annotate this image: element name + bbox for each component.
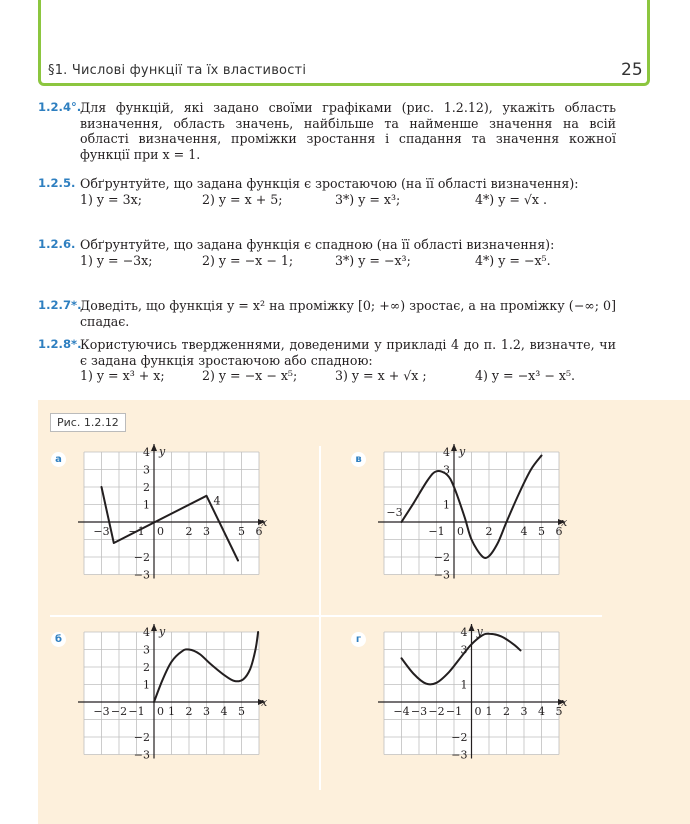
y-tick-label: −2 [133, 731, 150, 744]
option: 1) y = 3x; [80, 191, 142, 207]
chart-panel-g [376, 626, 566, 786]
chart-panel-v [376, 446, 566, 606]
option: 1) y = x³ + x; [80, 368, 165, 383]
y-tick-label: −2 [451, 731, 468, 744]
x-tick-label: 1 [168, 705, 175, 718]
section-title: §1. Числові функції та їх властивості [48, 63, 307, 78]
y-axis-arrow [469, 624, 475, 631]
panel-letter-a: а [51, 452, 66, 467]
option: 3) y = x + √x ; [335, 368, 427, 383]
y-tick-label: 1 [460, 678, 468, 692]
x-tick-label: 1 [485, 705, 493, 718]
option: 4*) y = −x⁵. [475, 252, 551, 268]
figure-label: Рис. 1.2.12 [50, 413, 126, 432]
x-tick-label: 2 [185, 705, 193, 718]
y-tick-label: 1 [143, 678, 150, 692]
chart-panel-b [76, 626, 266, 786]
x-tick-label: 6 [555, 525, 563, 538]
y-axis-arrow [151, 444, 157, 451]
y-tick-label: 2 [143, 661, 150, 674]
x-tick-label: 6 [255, 525, 263, 538]
chart-panel-a [76, 446, 266, 606]
figure-divider-vertical [319, 446, 321, 790]
x-tick-label: −1 [128, 705, 145, 718]
task-number: 1.2.4°. [38, 100, 82, 114]
x-tick-label: −2 [428, 705, 445, 718]
option: 1) y = −3x; [80, 252, 153, 268]
x-tick-label: −3 [93, 525, 110, 538]
x-tick-label: 2 [485, 525, 493, 538]
task-options [80, 368, 616, 384]
option: 4*) y = √x . [475, 191, 548, 207]
x-tick-label: 2 [185, 525, 193, 538]
task-text: Користуючись твердженнями, доведеними у прикладі 4 до п. 1.2, визначте, чи є задана функція зростаючою або спадною: [80, 337, 616, 368]
y-tick-label: 2 [143, 481, 150, 494]
y-tick-label: 3 [460, 643, 468, 657]
origin-label: 0 [157, 525, 164, 538]
x-tick-label: 2 [503, 705, 510, 718]
y-tick-label: 4 [443, 446, 450, 459]
origin-label: 0 [157, 705, 164, 718]
y-tick-label: −3 [451, 748, 468, 762]
figure-divider-horizontal [50, 615, 602, 617]
x-tick-label: −2 [110, 705, 128, 718]
x-axis-label: x [261, 696, 268, 709]
origin-label: 0 [474, 705, 482, 718]
option: 3*) y = −x³; [335, 252, 411, 268]
panel-letter-g: г [351, 632, 366, 647]
x-tick-label: 4 [538, 705, 545, 718]
task-text: Доведіть, що функція y = x² на проміжку [0; +∞) зростає, а на проміжку (−∞; 0] спадає. [80, 298, 616, 329]
annotation-label: −3 [386, 505, 403, 519]
x-tick-label: −4 [393, 705, 410, 718]
panel-letter-b: б [51, 632, 66, 647]
x-axis-label: x [261, 516, 268, 529]
y-tick-label: 4 [460, 626, 468, 639]
task-text: Для функцій, які задано своїми графіками (рис. 1.2.12), укажіть область визначення, область значень, найбільше та найменше значення на всій області визначення, проміжки зростання і спадання та значення кожної функції при x = 1. [80, 100, 616, 162]
x-tick-label: 4 [220, 705, 228, 718]
y-tick-label: −3 [433, 568, 450, 582]
annotation-label: 4 [213, 494, 221, 508]
x-tick-label: 3 [203, 705, 210, 718]
x-tick-label: −1 [428, 525, 445, 538]
panel-letter-v: в [351, 452, 366, 467]
task-options [80, 253, 616, 269]
origin-label: 0 [457, 525, 464, 538]
y-tick-label: −2 [433, 551, 450, 564]
option: 2) y = −x − 1; [202, 252, 294, 268]
x-tick-label: −1 [128, 525, 145, 538]
y-tick-label: 3 [143, 463, 150, 477]
option: 4) y = −x³ − x⁵. [475, 368, 576, 383]
y-tick-label: 3 [443, 463, 450, 477]
x-tick-label: 5 [238, 705, 245, 718]
x-tick-label: 4 [520, 525, 528, 538]
y-tick-label: 4 [143, 626, 150, 639]
y-tick-label: 3 [143, 643, 150, 657]
task-1-2-8 [38, 337, 616, 384]
x-axis-label: x [561, 696, 568, 709]
task-1-2-4 [38, 100, 616, 162]
option: 3*) y = x³; [335, 191, 401, 207]
task-number: 1.2.8*. [38, 337, 82, 351]
y-tick-label: −3 [133, 568, 150, 582]
x-tick-label: 3 [520, 705, 528, 718]
task-number: 1.2.7*. [38, 298, 82, 312]
task-1-2-7 [38, 298, 616, 329]
x-tick-label: −3 [93, 705, 110, 718]
option: 2) y = x + 5; [202, 191, 283, 207]
y-tick-label: 1 [143, 498, 150, 512]
task-1-2-5 [38, 176, 616, 208]
y-axis-arrow [151, 624, 157, 631]
y-tick-label: −2 [133, 551, 150, 564]
x-tick-label: 5 [538, 525, 545, 538]
task-text: Обґрунтуйте, що задана функція є зростаючою (на її області визначення): [80, 176, 579, 191]
y-axis-label: y [159, 625, 166, 638]
x-tick-label: 3 [203, 525, 210, 538]
option: 2) y = −x − x⁵; [202, 368, 298, 383]
task-options [80, 192, 616, 208]
x-tick-label: 5 [555, 705, 563, 718]
task-1-2-6 [38, 237, 616, 269]
y-tick-label: 1 [443, 498, 450, 512]
x-tick-label: −3 [410, 705, 428, 718]
x-tick-label: −1 [445, 705, 463, 718]
task-number: 1.2.5. [38, 176, 76, 190]
task-text: Обґрунтуйте, що задана функція є спадною (на її області визначення): [80, 237, 555, 252]
y-axis-arrow [451, 444, 457, 451]
task-number: 1.2.6. [38, 237, 76, 251]
y-axis-label: y [159, 445, 166, 458]
y-tick-label: 4 [143, 446, 150, 459]
y-axis-label: y [476, 625, 483, 638]
x-axis-label: x [561, 516, 568, 529]
page-number: 25 [621, 60, 643, 80]
x-tick-label: 5 [238, 525, 245, 538]
y-tick-label: −3 [133, 748, 150, 762]
y-axis-label: y [459, 445, 466, 458]
